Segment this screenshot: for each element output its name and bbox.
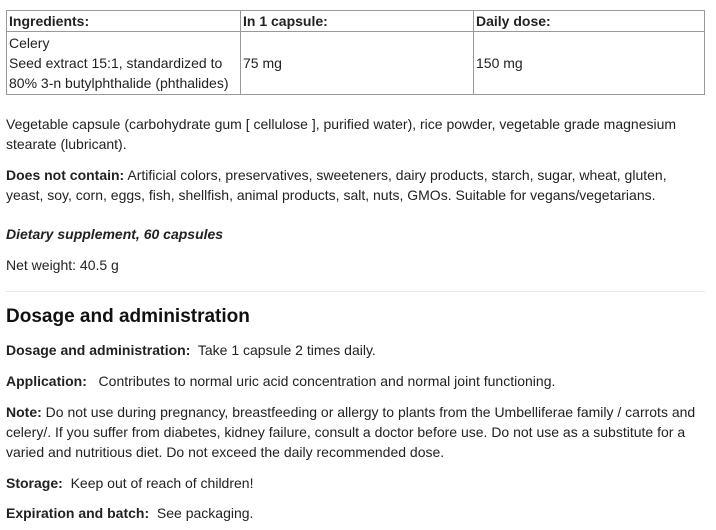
note-label: Note: [6,404,42,420]
daily-dose-cell: 150 mg [474,32,705,95]
header-ingredients: Ingredients: [7,11,241,32]
application-label: Application: [6,373,87,389]
section-title: Dosage and administration [6,306,250,327]
storage-text: Keep out of reach of children! [62,475,254,491]
per-capsule-cell: 75 mg [241,32,474,95]
expiration-text: See packaging. [149,505,254,521]
dosage-paragraph [6,340,705,360]
ingredient-cell [7,32,241,95]
application-text: Contributes to normal uric acid concentration and normal joint functioning. [86,373,556,389]
header-daily-dose: Daily dose: [474,11,705,32]
ingredient-name: Celery [9,35,50,51]
table-row [7,32,705,95]
product-info [6,10,705,523]
dietary-supplement-note: Dietary supplement, 60 capsules [6,226,224,242]
note-paragraph [6,402,705,462]
not-contain-text: Artificial colors, preservatives, sweeteners, dairy products, starch, sugar, wheat, gluten, yeast, soy, corn, eggs, fish, shellfish, animal products, salt, nuts, GMOs. Suitable for vegans/vegetarians. [6,167,667,203]
dosage-text: Take 1 capsule 2 times daily. [190,342,376,358]
ingredient-desc-line1: Seed extract 15:1, standardized to [9,55,223,71]
dosage-label: Dosage and administration: [6,342,191,358]
note-text: Do not use during pregnancy, breastfeeding or allergy to plants from the Umbelliferae family / carrots and celery/. If you suffer from diabetes, kidney failure, consult a doctor before use. Do not use as a substitute for a varied and nutritious diet. Do not exceed the daily recommended dose. [6,404,696,460]
table-header-row [7,11,705,32]
not-contain-paragraph [6,165,705,205]
not-contain-label: Does not contain: [6,167,125,183]
capsule-composition: Vegetable capsule (carbohydrate gum [ cellulose ], purified water), rice powder, vegetable grade magnesium stearate (lubricant). [6,116,677,152]
ingredients-table [6,10,705,95]
storage-label: Storage: [6,475,63,491]
net-weight: Net weight: 40.5 g [6,257,119,273]
application-paragraph [6,371,705,391]
section-divider [6,291,705,292]
header-per-capsule: In 1 capsule: [241,11,474,32]
storage-paragraph [6,473,705,493]
ingredient-desc-line2: 80% 3-n butylphthalide (phthalides) [9,75,229,91]
expiration-label: Expiration and batch: [6,505,150,521]
expiration-paragraph [6,503,705,523]
